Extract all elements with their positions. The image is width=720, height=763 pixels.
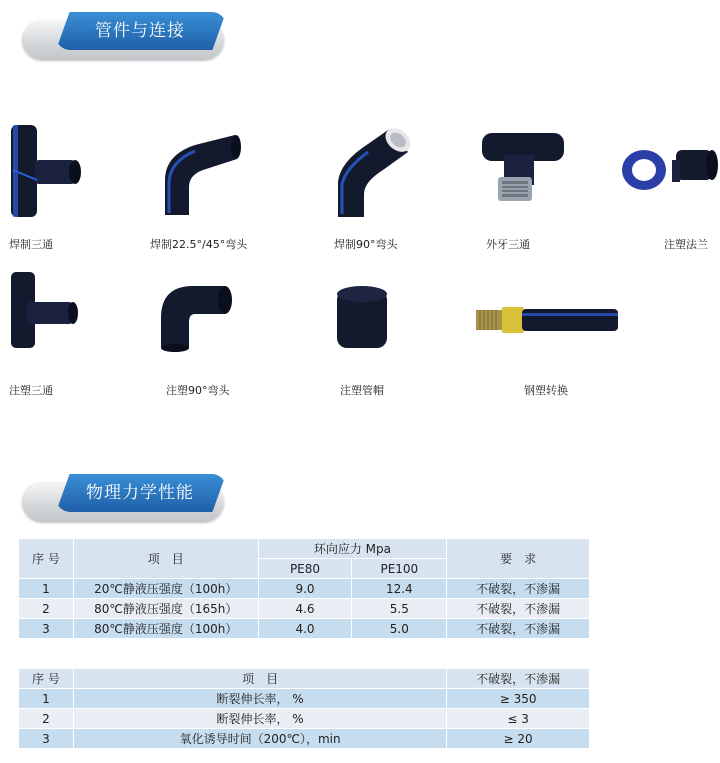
product-label: 焊制90°弯头 [334,238,398,251]
mechanical-property-table [18,668,590,749]
section-banner-properties [22,474,224,522]
threaded-tee-icon [478,125,568,215]
header-item: 项 目 [73,539,258,579]
header-stress: 环向应力 Mpa [258,539,447,559]
section-title: 物理力学性能 [86,483,194,503]
table-row [19,599,590,619]
cell-req: 不破裂，不渗漏 [447,619,590,639]
cell-no: 2 [19,599,74,619]
injection-elbow-90-icon [155,278,245,353]
cell-req: ≤ 3 [447,709,590,729]
header-pe100: PE100 [352,559,447,579]
cell-no: 1 [19,579,74,599]
section-banner-fittings [22,12,224,60]
cell-pe80: 4.6 [258,599,352,619]
header-req: 要 求 [447,539,590,579]
cell-req: 不破裂，不渗漏 [447,579,590,599]
cell-item: 20℃静液压强度（100h） [73,579,258,599]
cell-no: 2 [19,709,74,729]
welded-tee-icon [5,120,85,220]
cell-pe100: 12.4 [352,579,447,599]
table-row [19,689,590,709]
cell-req: ≥ 350 [447,689,590,709]
section-title: 管件与连接 [95,21,185,41]
product-label: 外牙三通 [486,238,530,251]
cell-pe80: 9.0 [258,579,352,599]
product-label: 注塑90°弯头 [166,384,230,397]
product-label: 注塑三通 [9,384,53,397]
table-row [19,619,590,639]
cell-item: 断裂伸长率， % [73,709,446,729]
header-pe80: PE80 [258,559,352,579]
cell-no: 3 [19,729,74,749]
table-row [19,729,590,749]
product-label: 焊制22.5°/45°弯头 [150,238,248,251]
header-req: 不破裂，不渗漏 [447,669,590,689]
header-item: 项 目 [73,669,446,689]
product-label: 注塑管帽 [340,384,384,397]
cell-item: 断裂伸长率， % [73,689,446,709]
cell-req: 不破裂，不渗漏 [447,599,590,619]
product-label: 注塑法兰 [664,238,708,251]
cell-item: 80℃静液压强度（165h） [73,599,258,619]
product-label: 焊制三通 [9,238,53,251]
cell-no: 3 [19,619,74,639]
cell-no: 1 [19,689,74,709]
cell-pe100: 5.0 [352,619,447,639]
cell-pe80: 4.0 [258,619,352,639]
welded-elbow-90-icon [328,122,418,222]
cell-pe100: 5.5 [352,599,447,619]
header-no: 序 号 [19,669,74,689]
cell-item: 80℃静液压强度（100h） [73,619,258,639]
product-label: 钢塑转换 [524,384,568,397]
steel-plastic-transition-icon [470,300,625,340]
header-no: 序 号 [19,539,74,579]
hydrostatic-strength-table [18,538,590,639]
injection-tee-icon [5,270,85,350]
welded-elbow-45-icon [155,125,245,220]
table-row [19,579,590,599]
cell-req: ≥ 20 [447,729,590,749]
cell-item: 氧化诱导时间（200℃），min [73,729,446,749]
table-row [19,709,590,729]
injection-flange-icon [618,140,718,200]
injection-cap-icon [333,282,393,352]
